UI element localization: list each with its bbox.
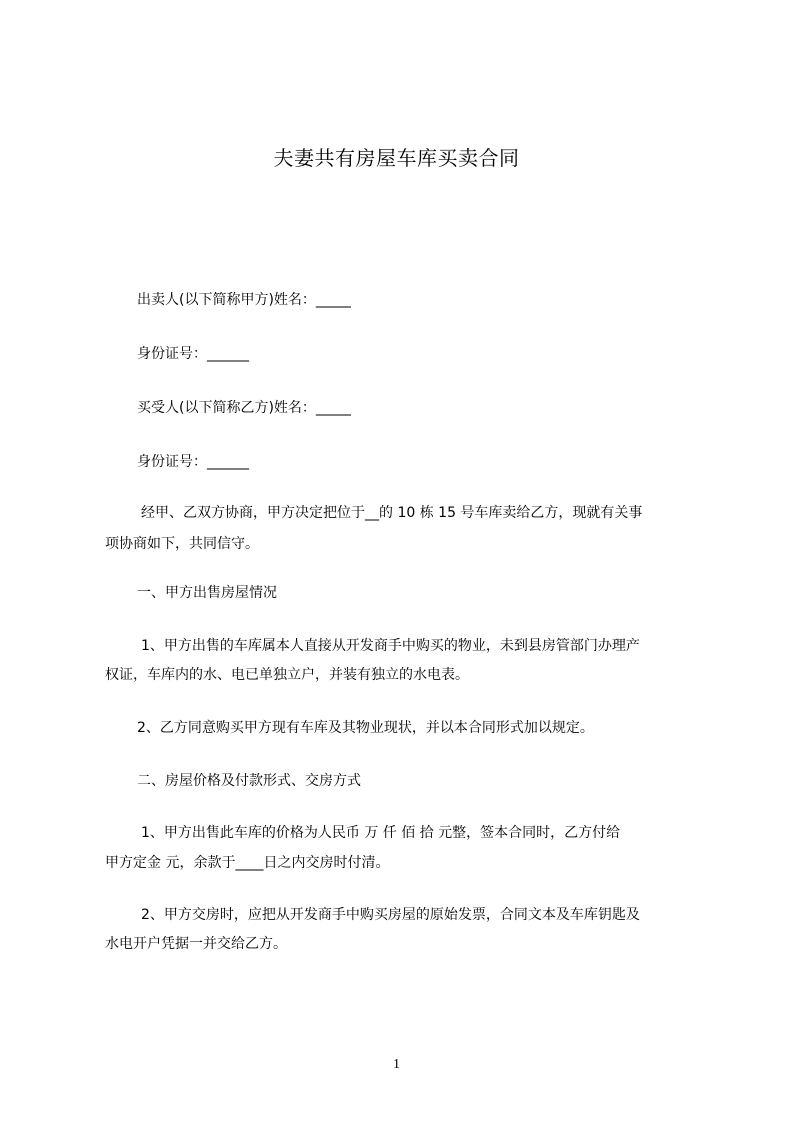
section-2-heading: 二、房屋价格及付款形式、交房方式 [137,773,361,789]
page-number: 1 [393,1057,400,1072]
buyer-name-line: 买受人(以下简称乙方)姓名：_____ [137,400,351,416]
buyer-id-line: 身份证号：______ [137,454,249,470]
section-2-item-2-line-1: 2、甲方交房时，应把从开发商手中购买房屋的原始发票，合同文本及车库钥匙及 [141,907,640,923]
intro-paragraph-line-2: 项协商如下，共同信守。 [105,536,259,552]
section-2-item-1-line-1: 1、甲方出售此车库的价格为人民币 万 仟 佰 拾 元整，签本合同时，乙方付给 [141,825,621,841]
document-title: 夫妻共有房屋车库买卖合同 [273,146,520,170]
intro-paragraph-line-1: 经甲、乙双方协商，甲方决定把位于__的 10 栋 15 号车库卖给乙方，现就有关事 [141,505,643,521]
section-1-item-2: 2、乙方同意购买甲方现有车库及其物业现状，并以本合同形式加以规定。 [137,720,594,736]
seller-name-line: 出卖人(以下简称甲方)姓名：_____ [137,292,351,308]
section-2-item-1-line-2: 甲方定金 元，余款于____日之内交房时付清。 [105,855,390,871]
section-2-item-2-line-2: 水电开户凭据一并交给乙方。 [105,936,287,952]
section-1-item-1-line-2: 权证，车库内的水、电已单独立户，并装有独立的水电表。 [105,667,469,683]
seller-id-line: 身份证号：______ [137,346,249,362]
section-1-heading: 一、甲方出售房屋情况 [137,585,277,601]
section-1-item-1-line-1: 1、甲方出售的车库属本人直接从开发商手中购买的物业，未到县房管部门办理产 [141,638,640,654]
